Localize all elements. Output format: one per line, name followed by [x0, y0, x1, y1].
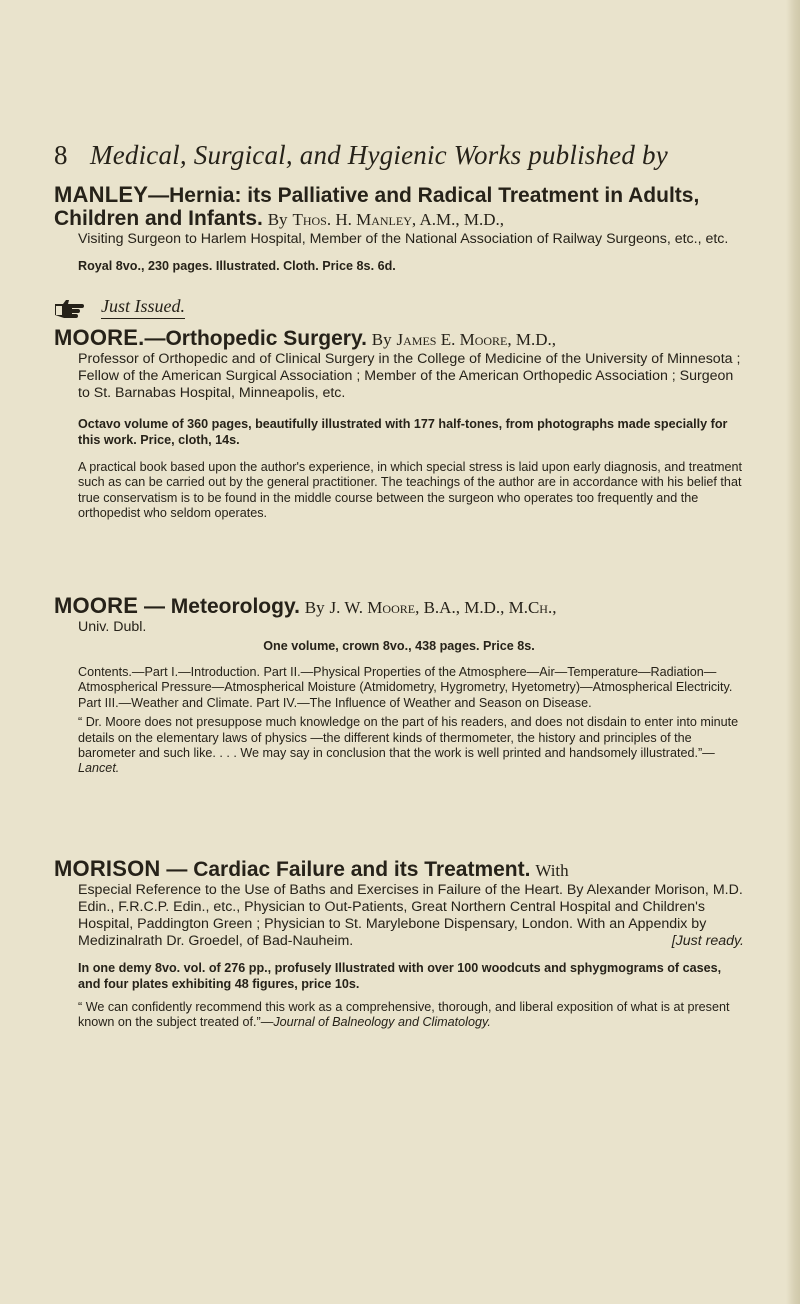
entry-surname: MANLEY	[54, 182, 149, 207]
entry-contents: Contents.—Part I.—Introduction. Part II.—Physical Properties of the Atmosphere—Air—Temperature—Radiation—Atmospherical Pressure—Atmospherical Moisture (Atmidometry, Hygrometry, Hyetometry)—Atmospherical Electricity. Part III.—Weather and Climate. Part IV.—The Influence of Weather and Season on Disease.	[78, 665, 733, 710]
status-note: [Just ready.	[671, 933, 744, 949]
entry-moore-orthopedic	[54, 327, 744, 522]
entry-heading: MOORE — Meteorology. By J. W. Moore, B.A., M.D., M.Ch.,	[54, 593, 557, 618]
entry-author: Thos. H. Manley, A.M., M.D.,	[292, 210, 504, 229]
entry-description: Univ. Dubl.	[78, 619, 147, 635]
entry-heading: MORISON — Cardiac Failure and its Treatment. With	[54, 856, 569, 881]
entry-by: By	[371, 330, 392, 349]
entry-title: Cardiac Failure and its Treatment.	[193, 858, 531, 881]
entry-review	[78, 715, 744, 777]
entry-description: Professor of Orthopedic and of Clinical Surgery in the College of Medicine of the University of Minnesota ; Fellow of the American Surgical Association ; Member of the American Orthopedic Association ; Surgeon to St. Barnabas Hospital, Minneapolis, etc.	[78, 351, 741, 401]
review-source: Journal of Balneology and Climatology.	[273, 1015, 491, 1030]
entry-author: James E. Moore, M.D.,	[396, 330, 557, 349]
review-source: Lancet.	[78, 761, 120, 776]
entry-surname: MOORE	[54, 593, 139, 618]
entry-heading: MANLEY—Hernia: its Palliative and Radical Treatment in Adults, Children and Infants. By Thos. H. Manley, A.M., M.D.,	[54, 182, 700, 230]
entry-title: Hernia: its Palliative and Radical Treatment in Adults, Children and Infants.	[54, 184, 700, 230]
pointing-hand-icon	[54, 298, 88, 323]
entry-moore-meteorology	[54, 595, 744, 777]
entry-review	[78, 1000, 744, 1031]
entry-spec: Royal 8vo., 230 pages. Illustrated. Cloth. Price 8s. 6d.	[78, 259, 396, 273]
entry-author: J. W. Moore, B.A., M.D., M.Ch.,	[329, 598, 557, 617]
page-edge-shadow	[786, 0, 800, 1304]
entry-description: Visiting Surgeon to Harlem Hospital, Member of the National Association of Railway Surgeons, etc., etc.	[78, 231, 729, 247]
entry-title: Meteorology.	[170, 595, 300, 618]
entry-heading: MOORE.—Orthopedic Surgery. By James E. Moore, M.D.,	[54, 325, 557, 350]
entry-title: Orthopedic Surgery.	[165, 327, 367, 350]
just-issued-label: Just Issued.	[101, 296, 185, 319]
description-text: Especial Reference to the Use of Baths and Exercises in Failure of the Heart. By Alexander Morison, M.D. Edin., F.R.C.P. Edin., etc., Physician to Out-Patients, Great Northern Central Hospital and Children's Hospital, Paddington Green ; Physician to St. Marylebone Dispensary, London. With an Appendix by Medizinalrath Dr. Groedel, of Bad-Nauheim.	[78, 882, 743, 949]
entry-manley	[54, 184, 744, 274]
running-title: Medical, Surgical, and Hygienic Works published by	[90, 140, 668, 170]
just-issued-notice	[54, 296, 354, 322]
review-text: “ We can confidently recommend this work as a comprehensive, thorough, and liberal exposition of what is at present known on the subject treated of.”—	[78, 1000, 730, 1030]
entry-spec: In one demy 8vo. vol. of 276 pp., profusely Illustrated with over 100 woodcuts and sphygmograms of cases, and four plates exhibiting 48 figures, price 10s.	[78, 961, 722, 991]
entry-surname: MOORE.	[54, 325, 145, 350]
entry-spec: Octavo volume of 360 pages, beautifully illustrated with 177 half-tones, from photographs made specially for this work. Price, cloth, 14s.	[78, 417, 728, 447]
entry-surname: MORISON	[54, 856, 161, 881]
entry-by: By	[304, 598, 325, 617]
page-number: 8	[54, 140, 68, 170]
entry-description	[78, 882, 744, 950]
entry-morison	[54, 858, 744, 1031]
entry-with: With	[535, 861, 569, 880]
entry-by: By	[267, 210, 288, 229]
entry-spec: One volume, crown 8vo., 438 pages. Price 8s.	[263, 639, 535, 653]
entry-blurb: A practical book based upon the author's experience, in which special stress is laid upon early diagnosis, and treatment such as can be carried out by the general practitioner. The teachings of the author are in accordance with his belief that true conservatism is to be found in the middle course between the surgeon who operates too frequently and the orthopedist who seldom operates.	[78, 460, 742, 521]
review-text: “ Dr. Moore does not presuppose much knowledge on the part of his readers, and does not disdain to enter into minute details on the elementary laws of physics —the different kinds of thermometer, the history and principles of the barometer and such like. . . . We may say in conclusion that the work is well printed and handsomely illustrated.”—	[78, 715, 739, 761]
